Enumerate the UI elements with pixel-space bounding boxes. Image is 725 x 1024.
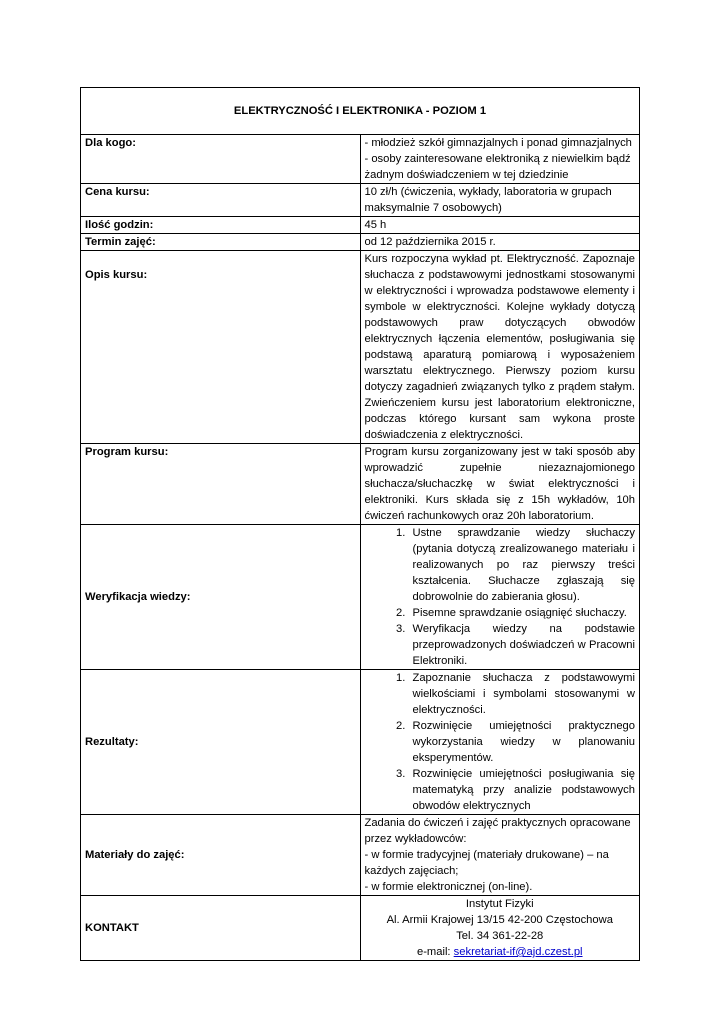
- value-kontakt: [360, 896, 640, 961]
- value-opis: Kurs rozpoczyna wykład pt. Elektryczność. Zapoznaje słuchacza z podstawowymi jednostkami stosowanymi w elektryczności i wprowadza podstawowe elementy i symbole w elektryczności. Kolejne wykłady dotyczą podstawowych praw dotyczących obwodów elektrycznych łączenia elementów, posługiwania się podstawą aparaturą pomiarową i wyposażeniem warsztatu elektrycznego. Pierwszy poziom kursu dotyczy zagadnień związanych tylko z prądem stałym. Zwieńczeniem kursu jest laboratorium elektroniczne, podczas którego kursant sam wykona proste doświadczenia z elektryczności.: [360, 251, 640, 444]
- label-dla-kogo: Dla kogo:: [81, 135, 361, 184]
- label-godziny: Ilość godzin:: [81, 217, 361, 234]
- contact-institute: Instytut Fizyki: [465, 898, 534, 910]
- list-item: 2. Rozwinięcie umiejętności praktycznego wykorzystania wiedzy w planowaniu eksperymentów.: [409, 718, 636, 766]
- list-item: 3. Rozwinięcie umiejętności posługiwania się matematyką przy analizie podstawowych obwodów elektrycznych: [409, 766, 636, 814]
- value-dla-kogo: [360, 135, 640, 184]
- materials-line: Zadania do ćwiczeń i zajęć praktycznych opracowane przez wykładowców:: [364, 817, 631, 845]
- label-rezultaty: Rezultaty:: [81, 670, 361, 815]
- verification-list: [365, 525, 636, 669]
- row-program: [81, 444, 640, 525]
- row-kontakt: [81, 896, 640, 961]
- row-dla-kogo: [81, 135, 640, 184]
- audience-line: - młodzież szkół gimnazjalnych i ponad gimnazjalnych: [364, 137, 632, 149]
- list-item: 2. Pisemne sprawdzanie osiągnięć słuchaczy.: [409, 605, 636, 621]
- list-item: 1. Zapoznanie słuchacza z podstawowymi wielkościami i symbolami stosowanymi w elektryczności.: [409, 670, 636, 718]
- list-item: 3. Weryfikacja wiedzy na podstawie przeprowadzonych doświadczeń w Pracowni Elektroniki.: [409, 621, 636, 669]
- row-cena: [81, 184, 640, 217]
- label-cena: Cena kursu:: [81, 184, 361, 217]
- course-info-table: [80, 87, 640, 961]
- label-kontakt: KONTAKT: [81, 896, 361, 961]
- contact-phone: Tel. 34 361-22-28: [456, 930, 544, 942]
- value-cena: 10 zł/h (ćwiczenia, wykłady, laboratoria w grupach maksymalnie 7 osobowych): [360, 184, 640, 217]
- row-materialy: [81, 815, 640, 896]
- materials-line: - w formie tradycyjnej (materiały drukowane) – na każdych zajęciach;: [364, 849, 609, 877]
- row-rezultaty: [81, 670, 640, 815]
- results-list: [365, 670, 636, 814]
- list-item: 1. Ustne sprawdzanie wiedzy słuchaczy (pytania dotyczą zrealizowanego materiału i realizowanych po raz pierwszy treści kształcenia. Słuchacze zgłaszają się dobrowolnie do zabierania głosu).: [409, 525, 636, 605]
- row-weryfikacja: [81, 525, 640, 670]
- label-materialy: Materiały do zajęć:: [81, 815, 361, 896]
- value-godziny: 45 h: [360, 217, 640, 234]
- value-program: Program kursu zorganizowany jest w taki sposób aby wprowadzić zupełnie niezaznajomionego słuchacza/słuchaczkę w świat elektryczności i elektroniki. Kurs składa się z 15h wykładów, 10h ćwiczeń rachunkowych oraz 20h laboratorium.: [360, 444, 640, 525]
- row-godziny: [81, 217, 640, 234]
- materials-line: - w formie elektronicznej (on-line).: [364, 881, 533, 893]
- label-termin: Termin zajęć:: [81, 234, 361, 251]
- label-weryfikacja: Weryfikacja wiedzy:: [81, 525, 361, 670]
- value-rezultaty: [360, 670, 640, 815]
- row-termin: [81, 234, 640, 251]
- contact-email-line: [365, 944, 636, 960]
- contact-email-label: e-mail:: [416, 946, 454, 958]
- document-title: ELEKTRYCZNOŚĆ I ELEKTRONIKA - POZIOM 1: [81, 88, 640, 135]
- label-opis: Opis kursu:: [81, 251, 361, 444]
- row-opis: [81, 251, 640, 444]
- value-weryfikacja: [360, 525, 640, 670]
- title-row: [81, 88, 640, 135]
- contact-email-link[interactable]: sekretariat-if@ajd.czest.pl: [453, 946, 583, 958]
- label-program: Program kursu:: [81, 444, 361, 525]
- course-sheet: [80, 87, 640, 961]
- contact-address: Al. Armii Krajowej 13/15 42-200 Częstochowa: [386, 914, 613, 926]
- audience-line: - osoby zainteresowane elektroniką z niewielkim bądź żadnym doświadczeniem w tej dziedzinie: [364, 153, 631, 181]
- value-materialy: [360, 815, 640, 896]
- value-termin: od 12 października 2015 r.: [360, 234, 640, 251]
